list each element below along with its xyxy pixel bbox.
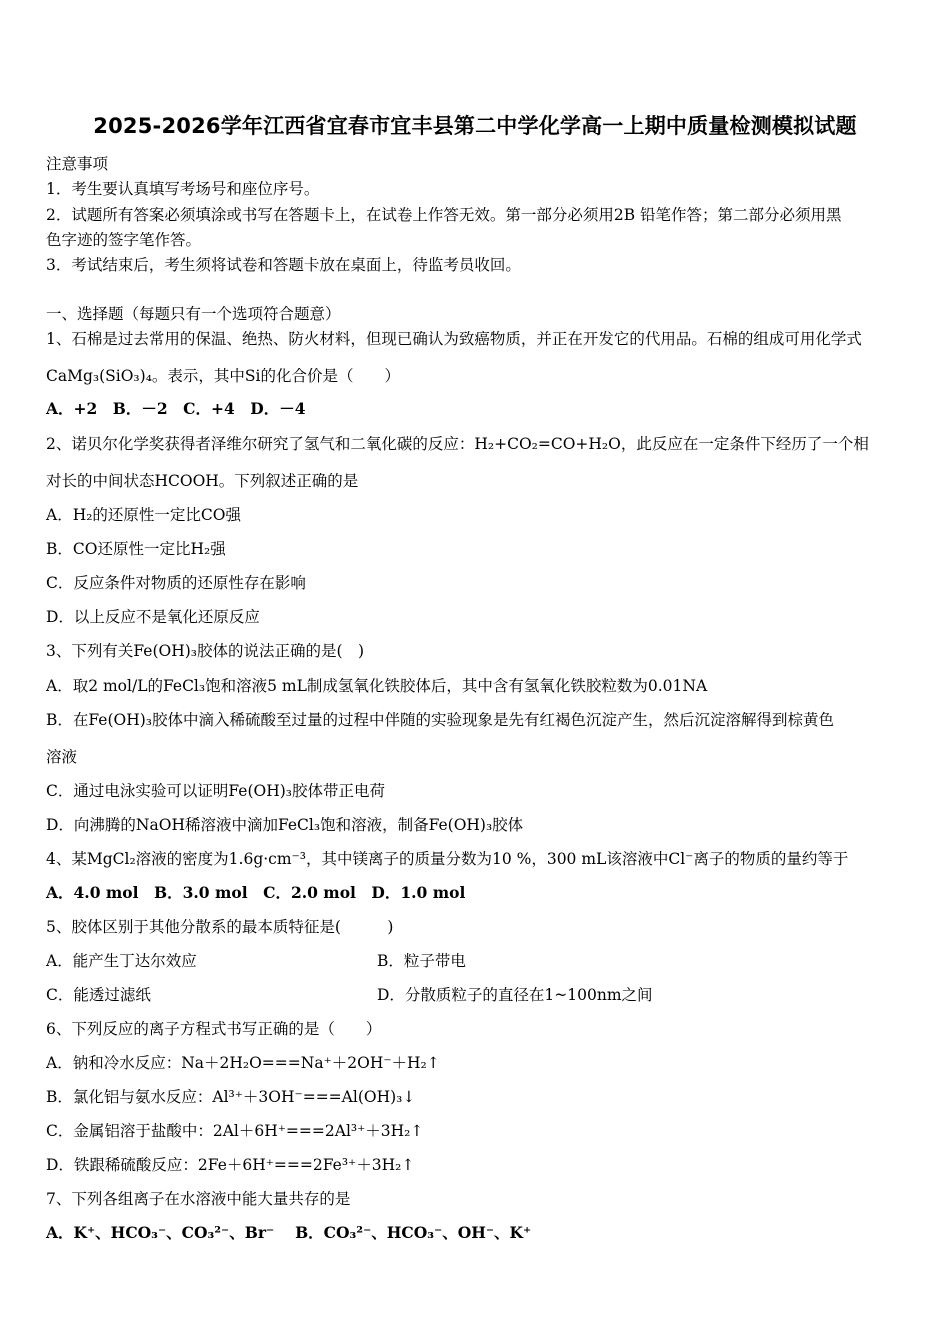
question-7-options: A．K⁺、HCO₃⁻、CO₃²⁻、Br⁻ B．CO₃²⁻、HCO₃⁻、OH⁻、K⁺ — [46, 1223, 532, 1242]
question-3-option-b-continued: 溶液 — [46, 748, 78, 766]
question-3-option-b: B．在Fe(OH)₃胶体中滴入稀硫酸至过量的过程中伴随的实验现象是先有红褐色沉淀产生，然后沉淀溶解得到棕黄色 — [46, 711, 835, 729]
question-6-option-b: B．氯化铝与氨水反应：Al³⁺＋3OH⁻===Al(OH)₃↓ — [46, 1088, 416, 1106]
question-2-option-d: D．以上反应不是氧化还原反应 — [46, 608, 260, 626]
question-5-option-b: B．粒子带电 — [377, 952, 466, 970]
question-4-options: A．4.0 mol B．3.0 mol C．2.0 mol D．1.0 mol — [46, 883, 466, 902]
question-3-option-a: A．取2 mol/L的FeCl₃饱和溶液5 mL制成氢氧化铁胶体后，其中含有氢氧化铁胶粒数为0.01NA — [46, 677, 708, 695]
question-6-option-c: C．金属铝溶于盐酸中：2Al＋6H⁺===2Al³⁺＋3H₂↑ — [46, 1122, 424, 1140]
question-1-stem-continued: CaMg₃(SiO₃)₄。表示，其中Si的化合价是（ ） — [46, 367, 400, 385]
section-heading: 一、选择题（每题只有一个选项符合题意） — [46, 305, 341, 323]
question-6-option-a: A．钠和冷水反应：Na＋2H₂O===Na⁺＋2OH⁻＋H₂↑ — [46, 1054, 440, 1072]
question-5-stem: 5、胶体区别于其他分散系的最本质特征是( ) — [46, 918, 394, 936]
question-2-option-c: C．反应条件对物质的还原性存在影响 — [46, 574, 306, 592]
question-3-option-c: C．通过电泳实验可以证明Fe(OH)₃胶体带正电荷 — [46, 782, 385, 800]
question-2-stem-continued: 对长的中间状态HCOOH。下列叙述正确的是 — [46, 472, 359, 490]
question-2-option-a: A．H₂的还原性一定比CO强 — [46, 506, 241, 524]
question-7-stem: 7、下列各组离子在水溶液中能大量共存的是 — [46, 1190, 351, 1208]
page-title: 2025-2026学年江西省宜春市宜丰县第二中学化学高一上期中质量检测模拟试题 — [93, 114, 857, 138]
question-5-option-a: A．能产生丁达尔效应 — [46, 952, 197, 970]
question-4-stem: 4、某MgCl₂溶液的密度为1.6g·cm⁻³，其中镁离子的质量分数为10 %，300 mL该溶液中Cl⁻离子的物质的量约等于 — [46, 850, 849, 868]
question-2-stem: 2、诺贝尔化学奖获得者泽维尔研究了氢气和二氧化碳的反应：H₂+CO₂=CO+H₂O，此反应在一定条件下经历了一个相 — [46, 435, 869, 453]
question-1-options: A．+2 B．－2 C．+4 D．－4 — [46, 399, 306, 418]
question-3-option-d: D．向沸腾的NaOH稀溶液中滴加FeCl₃饱和溶液，制备Fe(OH)₃胶体 — [46, 816, 524, 834]
notice-heading: 注意事项 — [46, 155, 109, 173]
notice-item: 1．考生要认真填写考场号和座位序号。 — [46, 180, 320, 198]
question-2-option-b: B．CO还原性一定比H₂强 — [46, 540, 226, 558]
notice-item-continued: 色字迹的签字笔作答。 — [46, 231, 202, 249]
question-6-stem: 6、下列反应的离子方程式书写正确的是（ ） — [46, 1020, 382, 1038]
question-1-stem: 1、石棉是过去常用的保温、绝热、防火材料，但现已确认为致癌物质，并正在开发它的代用品。石棉的组成可用化学式 — [46, 330, 862, 348]
question-5-option-c: C．能透过滤纸 — [46, 986, 151, 1004]
notice-item: 2．试题所有答案必须填涂或书写在答题卡上，在试卷上作答无效。第一部分必须用2B 铅笔作答；第二部分必须用黑 — [46, 206, 842, 224]
notice-item: 3．考试结束后，考生须将试卷和答题卡放在桌面上，待监考员收回。 — [46, 256, 521, 274]
question-6-option-d: D．铁跟稀硫酸反应：2Fe＋6H⁺===2Fe³⁺＋3H₂↑ — [46, 1156, 415, 1174]
question-3-stem: 3、下列有关Fe(OH)₃胶体的说法正确的是( ) — [46, 642, 365, 660]
question-5-option-d: D．分散质粒子的直径在1~100nm之间 — [377, 986, 653, 1004]
